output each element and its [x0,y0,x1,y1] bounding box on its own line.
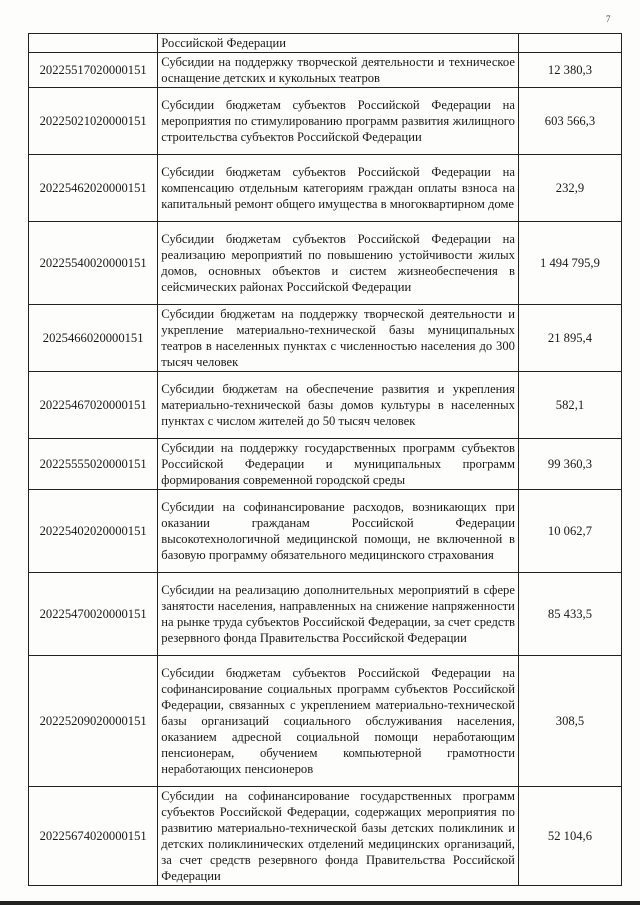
description-cell: Субсидии бюджетам на поддержку творческой деятельности и укрепление материально-технической базы муниципальных театров в населенных пунктах с численностью населения до 300 тысяч человек [158,305,519,372]
amount-cell: 10 062,7 [518,490,621,573]
amount-cell: 52 104,6 [518,787,621,886]
table-row [29,222,622,305]
table-row [29,439,622,490]
description-cell: Субсидии на софинансирование расходов, возникающих при оказании гражданам Российской Федерации высокотехнологичной медицинской помощи, не включенной в базовую программу обязательного медицинского страхования [158,490,519,573]
budget-code-cell: 20225021020000151 [29,88,158,155]
budget-code-cell: 20225462020000151 [29,155,158,222]
description-cell: Субсидии на реализацию дополнительных мероприятий в сфере занятости населения, направленных на снижение напряженности на рынке труда субъектов Российской Федерации, за счет средств резервного фонда Правительства Российской Федерации [158,573,519,656]
budget-code-cell: 20225540020000151 [29,222,158,305]
amount-cell: 21 895,4 [518,305,621,372]
amount-cell: 99 360,3 [518,439,621,490]
budget-code-cell [29,34,158,53]
table-row [29,155,622,222]
budget-code-cell: 20225555020000151 [29,439,158,490]
description-cell: Российской Федерации [158,34,519,53]
amount-cell: 308,5 [518,656,621,787]
table-row [29,88,622,155]
amount-cell: 603 566,3 [518,88,621,155]
table-row [29,305,622,372]
amount-cell: 85 433,5 [518,573,621,656]
subsidies-table [28,33,622,886]
budget-code-cell: 20225402020000151 [29,490,158,573]
budget-code-cell: 20225209020000151 [29,656,158,787]
description-cell: Субсидии на софинансирование государственных программ субъектов Российской Федерации, содержащих мероприятия по развитию материально-технической базы детских поликлиник и детских поликлинических отделений медицинских организаций, за счет средств резервного фонда Правительства Российской Федерации [158,787,519,886]
table-row [29,372,622,439]
description-cell: Субсидии бюджетам субъектов Российской Федерации на реализацию мероприятий по повышению устойчивости жилых домов, основных объектов и систем жизнеобеспечения в сейсмических районах Российской Федерации [158,222,519,305]
page-number: 7 [606,14,611,24]
description-cell: Субсидии бюджетам на обеспечение развития и укрепления материально-технической базы домов культуры в населенных пунктах с числом жителей до 50 тысяч человек [158,372,519,439]
budget-code-cell: 2025466020000151 [29,305,158,372]
budget-code-cell: 20225467020000151 [29,372,158,439]
description-cell: Субсидии на поддержку государственных программ субъектов Российской Федерации и муниципальных программ формирования современной городской среды [158,439,519,490]
amount-cell: 1 494 795,9 [518,222,621,305]
table-row [29,34,622,53]
description-cell: Субсидии бюджетам субъектов Российской Федерации на мероприятия по стимулированию программ развития жилищного строительства субъектов Российской Федерации [158,88,519,155]
amount-cell: 232,9 [518,155,621,222]
description-cell: Субсидии бюджетам субъектов Российской Федерации на компенсацию отдельным категориям граждан оплаты взноса на капитальный ремонт общего имущества в многоквартирном доме [158,155,519,222]
description-cell: Субсидии на поддержку творческой деятельности и техническое оснащение детских и кукольных театров [158,53,519,88]
table-row [29,490,622,573]
budget-code-cell: 20225517020000151 [29,53,158,88]
table-row [29,787,622,886]
budget-code-cell: 20225470020000151 [29,573,158,656]
table-row [29,53,622,88]
scan-edge-shadow [0,901,640,905]
amount-cell: 582,1 [518,372,621,439]
table-row [29,656,622,787]
description-cell: Субсидии бюджетам субъектов Российской Федерации на софинансирование социальных программ субъектов Российской Федерации, связанных с укреплением материально-технической базы организаций социального обслуживания населения, оказанием адресной социальной помощи неработающим пенсионерам, обучением компьютерной грамотности неработающих пенсионеров [158,656,519,787]
amount-cell [518,34,621,53]
amount-cell: 12 380,3 [518,53,621,88]
budget-code-cell: 20225674020000151 [29,787,158,886]
table-row [29,573,622,656]
